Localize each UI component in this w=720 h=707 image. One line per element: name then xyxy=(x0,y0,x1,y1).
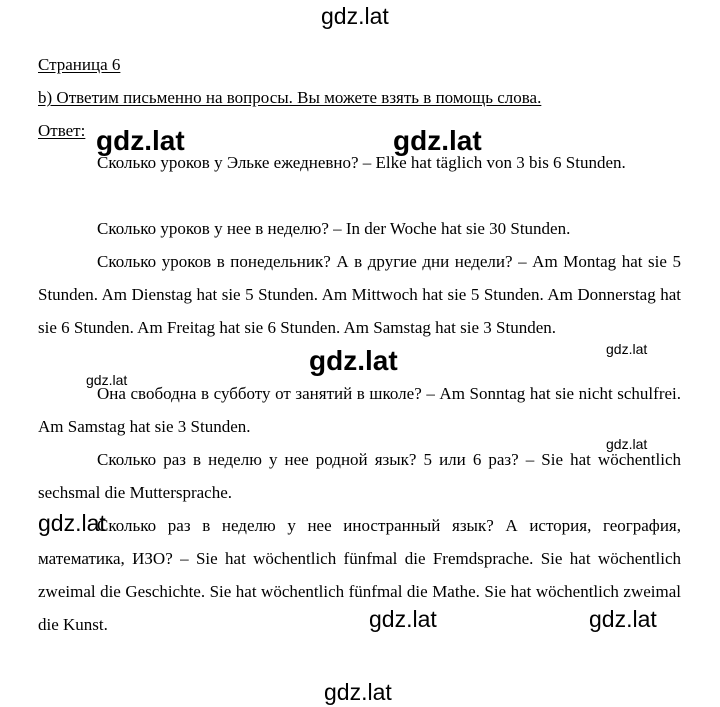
answer-label: Ответ: xyxy=(38,121,86,140)
watermark: gdz.lat xyxy=(393,125,482,156)
watermark: gdz.lat xyxy=(606,436,648,452)
watermark: gdz.lat xyxy=(589,606,657,632)
watermark: gdz.lat xyxy=(606,341,648,357)
task-instruction: b) Ответим письменно на вопросы. Вы можете взять в помощь слова. xyxy=(38,88,542,107)
watermark: gdz.lat xyxy=(369,606,437,632)
answer-paragraph-3: Сколько уроков в понедельник? А в другие дни недели? – Am Montag hat sie 5 Stunden. Am Dienstag hat sie 5 Stunden. Am Mittwoch hat sie 5 Stunden. Am Donnerstag hat sie 6 Stunden. Am Freitag hat sie 6 Stunden. Am Samstag hat sie 3 Stunden. xyxy=(38,252,681,337)
answer-paragraph-4: Она свободна в субботу от занятий в школе? – Am Sonntag hat sie nicht schulfrei. Am Samstag hat sie 3 Stunden. xyxy=(38,384,681,436)
page-title: Страница 6 xyxy=(38,55,121,74)
watermark: gdz.lat xyxy=(86,372,128,388)
answer-paragraph-2: Сколько уроков у нее в неделю? – In der Woche hat sie 30 Stunden. xyxy=(97,219,571,238)
watermark: gdz.lat xyxy=(96,125,185,156)
watermark: gdz.lat xyxy=(321,3,389,29)
answer-paragraph-6: Сколько раз в неделю у нее иностранный язык? А история, география, математика, ИЗО? – Sie hat wöchentlich fünfmal die Fremdsprache. Sie hat wöchentlich zweimal die Geschichte. Sie hat wöchentlich fünfmal die Mathe. Sie hat wöchentlich zweimal die Kunst. xyxy=(38,516,681,634)
watermark: gdz.lat xyxy=(324,679,392,705)
answer-paragraph-1: Сколько уроков у Эльке ежедневно? – Elke hat täglich von 3 bis 6 Stunden. xyxy=(97,153,626,172)
answer-paragraph-5: Сколько раз в неделю у нее родной язык? 5 или 6 раз? – Sie hat wöchentlich sechsmal die Muttersprache. xyxy=(38,450,681,502)
watermark: gdz.lat xyxy=(38,510,106,536)
watermark: gdz.lat xyxy=(309,345,398,376)
